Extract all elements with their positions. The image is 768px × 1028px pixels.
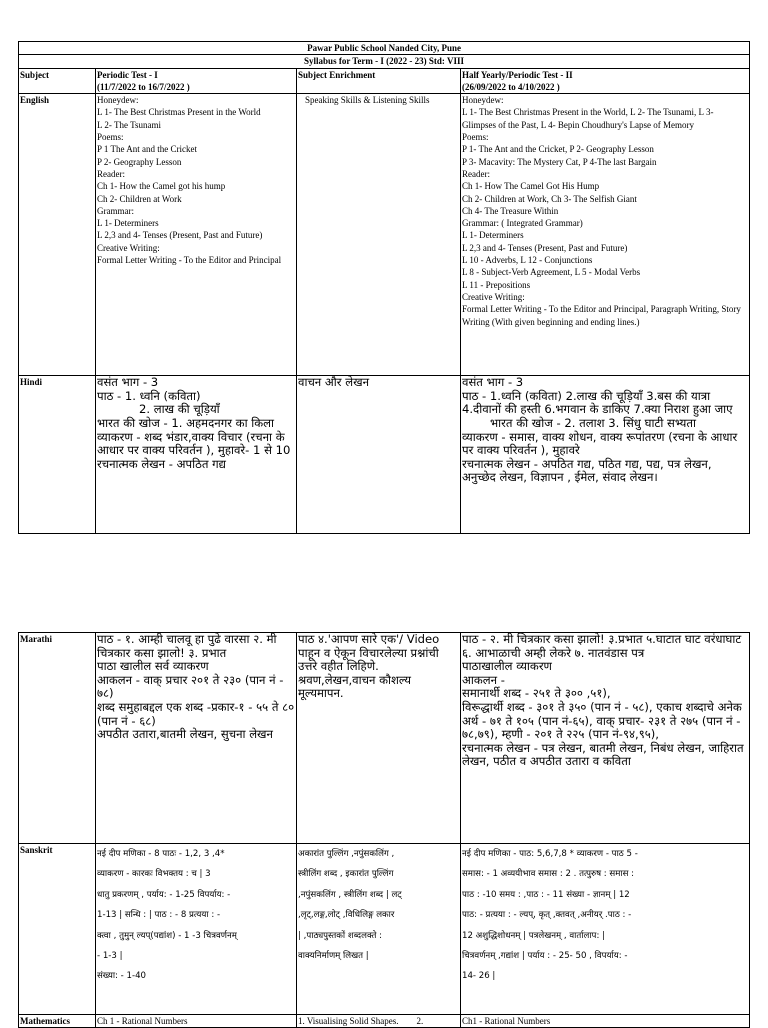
syllabus-line: रचनात्मक लेखन - अपठित गद्य, पठित गद्य, पद्य, पत्र लेखन, अनुच्छेद लेखन, विज्ञापन , ईमेल, संवाद लेखन।: [462, 456, 712, 485]
marathi-periodic-test-1: [96, 633, 297, 844]
syllabus-line: Speaking Skills & Listening Skills: [305, 95, 430, 106]
syllabus-table-part-1: [18, 41, 750, 534]
syllabus-title: Syllabus for Term - I (2022 - 23) Std: VIII: [19, 55, 750, 68]
mathematics-row: [19, 1015, 750, 1028]
hindi-row: [19, 376, 750, 534]
school-name: Pawar Public School Nanded City, Pune: [19, 42, 750, 55]
syllabus-line: Honeydew:: [97, 95, 139, 106]
syllabus-line: भारत की खोज - 2. तलाश 3. सिंधु घाटी सभ्यता: [490, 415, 696, 430]
syllabus-line: नई दीप मणिका - पाठ: 5,6,7,8 * व्याकरण - पाठ 5 -: [462, 849, 638, 859]
hindi-half-yearly: [461, 376, 750, 534]
marathi-subject-enrichment: [297, 633, 461, 844]
syllabus-line: अकारांत पुल्लिंग ,नपुंसकलिंग ,: [298, 849, 395, 859]
syllabus-line: रचनात्मक लेखन - अपठित गद्य: [97, 456, 226, 471]
syllabus-line: 12 अशुद्धिशोधनम् | पत्रलेखनम् , वार्तालाप: |: [462, 930, 605, 941]
syllabus-line: Honeydew:: [462, 95, 504, 106]
syllabus-line: नई दीप मणिका - 8 पाठः - 1,2, 3 ,4*: [97, 849, 225, 859]
syllabus-line: रचनात्मक लेखन - पत्र लेखन, बातमी लेखन, निबंध लेखन, जाहिरात लेखन, पठीत व अपठीत उतारा व कविता: [462, 740, 744, 769]
sanskrit-periodic-test-1: [96, 844, 297, 1015]
hindi-subject-enrichment: [297, 376, 461, 534]
syllabus-line: (26/09/2022 to 4/10/2022 ): [462, 81, 560, 92]
syllabus-line: पाठा खालील सर्व व्याकरण: [97, 659, 209, 674]
syllabus-line: Ch 1- How the Camel got his hump: [97, 181, 226, 192]
syllabus-line: Grammar: ( Integrated Grammar): [462, 218, 583, 229]
syllabus-line: व्याकरण - शब्द भंडार,वाक्य विचार (रचना के आधार पर वाक्य परिवर्तन ), मुहावरे- 1 से 10: [97, 429, 291, 458]
subject-mathematics: Mathematics: [19, 1015, 96, 1028]
syllabus-line: L 1- Determiners: [97, 218, 159, 229]
syllabus-line: समास: - 1 अव्ययीभाव समास : 2 . तत्पुरुष : समास :: [462, 869, 635, 880]
syllabus-line: श्रवण,लेखन,वाचन कौशल्य मूल्यमापन.: [298, 672, 411, 701]
syllabus-line: - 1-3 |: [97, 951, 123, 962]
syllabus-line: Ch 2- Children at Work: [97, 193, 182, 204]
syllabus-line: पाठ: - प्रत्यया : - ल्यप्, कृत् ,क्तवत् ,अनीयर् .पाठ : -: [462, 910, 632, 921]
subject-hindi: Hindi: [19, 376, 96, 534]
syllabus-line: वसंत भाग - 3: [97, 375, 159, 390]
syllabus-line: Creative Writing:: [462, 291, 525, 302]
mathematics-half-yearly: Ch1 - Rational Numbers: [461, 1015, 750, 1028]
syllabus-line: वाचन और लेखन: [298, 375, 369, 390]
syllabus-line: पाठ - 1. ध्वनि (कविता): [97, 388, 201, 403]
syllabus-line: Formal Letter Writing - To the Editor and Principal, Paragraph Writing, Story Writing (With given beginning and ending lines.): [462, 304, 741, 327]
syllabus-line: L 11 - Prepositions: [462, 279, 531, 290]
syllabus-line: Reader:: [97, 168, 125, 179]
syllabus-line: पाठ - 1.ध्वनि (कविता) 2.लाख की चूड़ियाँ 3.बस की यात्रा 4.दीवानों की हस्ती 6.भगवान के डाकिए 7.क्या निराश हुआ जाए: [462, 388, 733, 417]
syllabus-line: Creative Writing:: [97, 242, 160, 253]
syllabus-table-part-2: [18, 632, 750, 1028]
syllabus-line: (11/7/2022 to 16/7/2022 ): [97, 81, 190, 92]
syllabus-line: ,लृट्,लङ्ग,लोट् ,विधिलिङ्ग लकार: [298, 910, 395, 921]
syllabus-line: Grammar:: [97, 205, 134, 216]
syllabus-line: पाठ - २. मी चित्रकार कसा झालो! ३.प्रभात ५.घाटात घाट वरंधाघाट ६. आभाळाची अम्ही लेकरे ७. नातवंडास पत्र: [462, 632, 742, 660]
syllabus-line: L 2- The Tsunami: [97, 119, 161, 130]
mathematics-subject-enrichment: 1. Visualising Solid Shapes. 2.: [297, 1015, 461, 1028]
syllabus-line: | ,पाठ्यपुस्तकों शब्दलक्ते :: [298, 930, 383, 941]
hindi-periodic-test-1: [96, 376, 297, 534]
syllabus-line: L 10 - Adverbs, L 12 - Conjunctions: [462, 255, 593, 266]
sanskrit-subject-enrichment: [297, 844, 461, 1015]
header-half-yearly: [461, 68, 750, 94]
syllabus-line: पाठ : -10 समय : ,पाठ : - 11 संख्या - ज्ञानम् | 12: [462, 889, 630, 900]
syllabus-line: L 8 - Subject-Verb Agreement, L 5 - Modal Verbs: [462, 267, 641, 278]
header-row: [19, 68, 750, 94]
marathi-row: [19, 633, 750, 844]
syllabus-line: वसंत भाग - 3: [462, 375, 524, 390]
subject-english: English: [19, 94, 96, 376]
syllabus-line: समानार्थी शब्द - २५१ ते ३०० ,५१),: [462, 686, 611, 701]
english-row: [19, 94, 750, 376]
header-subject-enrichment: Subject Enrichment: [297, 68, 461, 94]
marathi-half-yearly: [461, 633, 750, 844]
syllabus-line: वाक्यनिर्माणम् लिखत |: [298, 951, 369, 962]
english-half-yearly: [461, 94, 750, 376]
syllabus-line: Ch 1- How The Camel Got His Hump: [462, 181, 600, 192]
syllabus-line: P 2- Geography Lesson: [97, 156, 182, 167]
syllabus-line: Ch 2- Children at Work, Ch 3- The Selfish Giant: [462, 193, 637, 204]
syllabus-line: स्त्रीलिंग शब्द , इकारांत पुल्लिंग: [298, 869, 394, 880]
syllabus-line: विरूद्धार्थी शब्द - ३०१ ते ३५० (पान नं - ५८), एकाच शब्दाचे अनेक अर्थ - ७१ ते १०५ (पान नं-६५), वाक् प्रचार- २३१ ते २७५ (पान नं - ७८,७९), म्हणी - २०१ ते २२५ (पान नं-९४,९५),: [462, 699, 742, 742]
subject-sanskrit: Sanskrit: [19, 844, 96, 1015]
syllabus-line: Half Yearly/Periodic Test - II: [462, 69, 573, 80]
syllabus-line: 2. लाख की चूड़ियाँ: [139, 402, 220, 417]
syllabus-line: Reader:: [462, 168, 490, 179]
sanskrit-row: [19, 844, 750, 1015]
syllabus-line: व्याकरण - समास, वाक्य शोधन, वाक्य रूपांतरण (रचना के आधार पर वाक्य परिवर्तन ), मुहावरे: [462, 429, 738, 458]
mathematics-periodic-test-1: Ch 1 - Rational Numbers: [96, 1015, 297, 1028]
syllabus-line: शब्द समुहाबद्दल एक शब्द -प्रकार-१ - ५५ ते ८० (पान नं - ६८): [97, 699, 295, 728]
syllabus-line: L 1- The Best Christmas Present in the World: [97, 107, 261, 118]
syllabus-line: भारत की खोज - 1. अहमदनगर का किला: [97, 415, 275, 430]
syllabus-line: Formal Letter Writing - To the Editor and Principal: [97, 255, 282, 266]
english-subject-enrichment: [297, 94, 461, 376]
syllabus-line: P 1- The Ant and the Cricket, P 2- Geography Lesson: [462, 144, 654, 155]
syllabus-line: P 1 The Ant and the Cricket: [97, 144, 197, 155]
syllabus-line: L 1- The Best Christmas Present in the World, L 2- The Tsunami, L 3- Glimpses of the Past, L 4- Bepin Choudhury's Lapse of Memory: [462, 107, 714, 130]
syllabus-line: अपठीत उतारा,बातमी लेखन, सुचना लेखन: [97, 727, 273, 742]
syllabus-line: ,नपुंसकलिंग , स्त्रीलिंग शब्द | लट्: [298, 889, 402, 900]
syllabus-line: Ch 4- The Treasure Within: [462, 205, 559, 216]
sanskrit-half-yearly: [461, 844, 750, 1015]
syllabus-line: 14- 26 |: [462, 971, 496, 982]
syllabus-line: व्याकरण - कारकः विभक्तय : च | 3: [97, 869, 211, 880]
syllabus-line: पाठ ४.'आपण सारे एक'/ Video पाहून व ऐकून विचारलेल्या प्रश्नांची उत्तरे वहीत लिहिणे.: [298, 632, 440, 674]
syllabus-line: 1-13 | सन्धि : | पाठ : - 8 प्रत्यया : -: [97, 910, 221, 921]
syllabus-line: Poems:: [462, 132, 489, 143]
header-subject: Subject: [19, 68, 96, 94]
syllabus-line: क्त्वा , तुमुन् ल्यप्(पद्यांश) - 1 -3 चित्रवर्णनम्: [97, 930, 237, 941]
syllabus-line: Poems:: [97, 132, 124, 143]
syllabus-line: संख्या: - 1-40: [97, 971, 147, 982]
syllabus-line: P 3- Macavity: The Mystery Cat, P 4-The last Bargain: [462, 156, 657, 167]
syllabus-line: आकलन - वाक् प्रचार २०१ ते २३० (पान नं - ७८): [97, 672, 284, 701]
syllabus-line: पाठ - १. आम्ही चालवू हा पुढे वारसा २. मी चित्रकार कसा झालो! ३. प्रभात: [97, 632, 277, 660]
syllabus-line: पाठाखालील व्याकरण: [462, 659, 552, 674]
syllabus-line: चित्रवर्णनम् ,गद्यांश | पर्याय : - 25- 50 , विपर्याय: -: [462, 951, 628, 962]
header-periodic-test-1: [96, 68, 297, 94]
syllabus-line: L 2,3 and 4- Tenses (Present, Past and Future): [97, 230, 263, 241]
syllabus-line: L 2,3 and 4- Tenses (Present, Past and Future): [462, 242, 628, 253]
subject-marathi: Marathi: [19, 633, 96, 844]
english-periodic-test-1: [96, 94, 297, 376]
syllabus-line: Periodic Test - I: [97, 69, 158, 80]
syllabus-line: आकलन -: [462, 672, 505, 687]
syllabus-line: धातु प्रकरणम् , पर्याय: - 1-25 विपर्याय: -: [97, 889, 231, 900]
syllabus-line: L 1- Determiners: [462, 230, 524, 241]
